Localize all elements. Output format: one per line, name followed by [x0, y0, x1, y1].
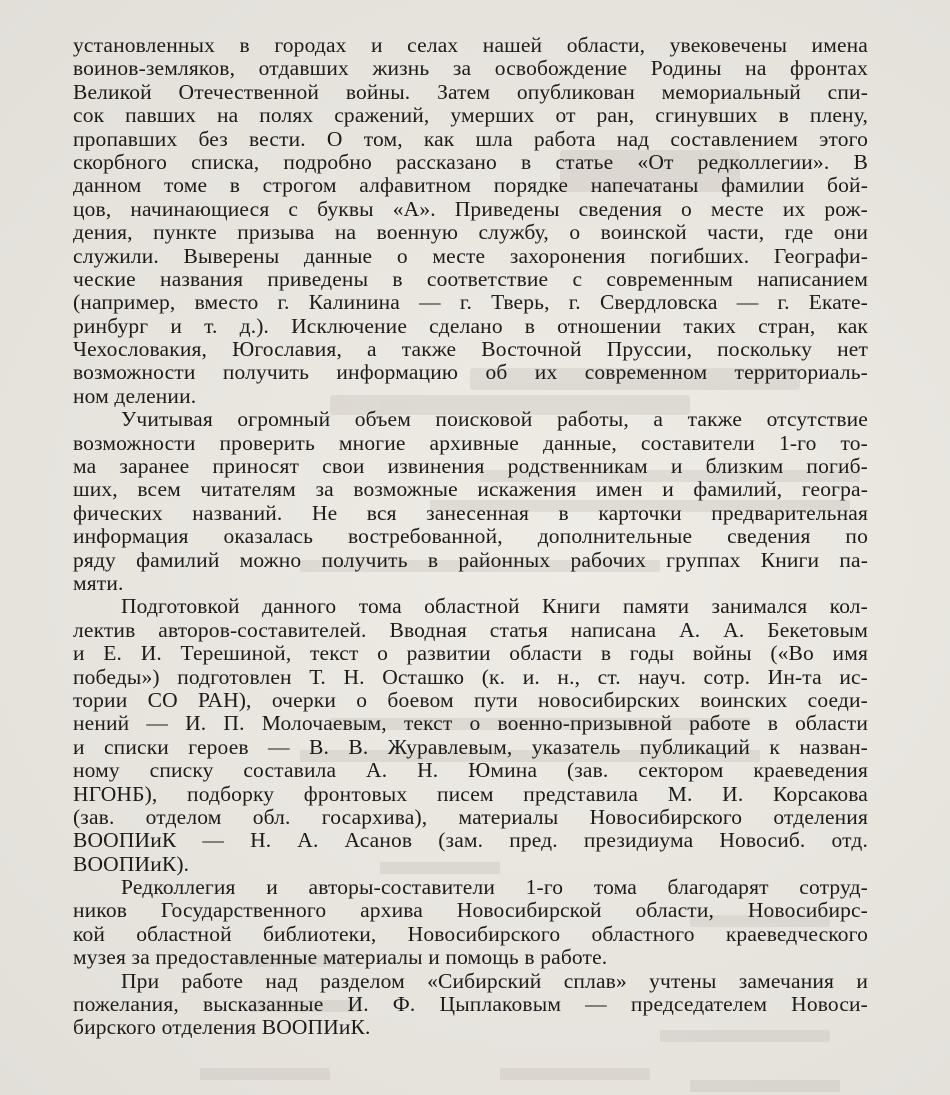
document-body — [73, 34, 868, 1040]
text-line: ВООПИиК). — [73, 851, 190, 876]
paragraph — [73, 34, 868, 408]
text-line: бирского отделения ВООПИиК. — [73, 1015, 371, 1040]
paragraph — [73, 595, 868, 876]
text-line: данном томе в строгом алфавитном порядке напечатаны фамилии бой- — [73, 173, 868, 198]
text-line: и списки героев — В. В. Журавлевым, указатель публикаций к назван- — [73, 734, 868, 759]
text-line: лектив авторов-составителей. Вводная статья написана А. А. Бекетовым — [73, 617, 868, 642]
text-line: НГОНБ), подборку фронтовых писем представила М. И. Корсакова — [73, 781, 868, 806]
text-line: ному списку составила А. Н. Юмина (зав. сектором краеведения — [73, 758, 868, 783]
text-line: (например, вместо г. Калинина — г. Тверь, г. Свердловска — г. Екате- — [73, 290, 868, 315]
text-line: ринбург и т. д.). Исключение сделано в отношении таких стран, как — [73, 313, 868, 338]
text-line: мяти. — [73, 570, 124, 595]
text-line: ческие названия приведены в соответствие с современным написанием — [73, 266, 868, 291]
paragraph — [73, 408, 868, 595]
text-line: и Е. И. Терешиной, текст о развитии области в годы войны («Во имя — [73, 641, 868, 666]
text-line: ших, всем читателям за возможные искажения имен и фамилий, геогра- — [73, 477, 868, 502]
text-line: фических названий. Не вся занесенная в карточки предварительная — [73, 500, 868, 525]
text-line: установленных в городах и селах нашей области, увековечены имена — [73, 33, 868, 57]
text-line: (зав. отделом обл. госархива), материалы Новосибирского отделения — [73, 804, 868, 829]
text-line: служили. Выверены данные о месте захоронения погибших. Географи- — [73, 243, 868, 268]
text-line: сок павших на полях сражений, умерших от ран, сгинувших в плену, — [73, 103, 868, 128]
text-line: воинов-земляков, отдавших жизнь за освобождение Родины на фронтах — [73, 56, 868, 81]
text-line: ВООПИиК — Н. А. Асанов (зам. пред. президиума Новосиб. отд. — [73, 828, 868, 853]
text-line: информация оказалась востребованной, дополнительные сведения по — [73, 524, 868, 549]
paragraph — [73, 970, 868, 1040]
text-line: нений — И. П. Молочаевым, текст о военно-призывной работе в области — [73, 711, 868, 736]
text-line: скорбного списка, подробно рассказано в статье «От редколлегии». В — [73, 149, 868, 174]
text-line: Чехословакия, Югославия, а также Восточной Пруссии, поскольку нет — [73, 337, 868, 362]
text-line: тории СО РАН), очерки о боевом пути новосибирских воинских соеди- — [73, 687, 868, 712]
text-line: возможности проверить многие архивные данные, составители 1-го то- — [73, 430, 868, 455]
text-line: дения, пункте призыва на военную службу, о воинской части, где они — [73, 220, 868, 245]
text-line: кой областной библиотеки, Новосибирского областного краеведческого — [73, 921, 868, 946]
text-line: ном делении. — [73, 383, 197, 408]
text-line: пожелания, высказанные И. Ф. Цыплаковым — председателем Новоси- — [73, 992, 868, 1017]
text-line: Подготовкой данного тома областной Книги памяти занимался кол- — [121, 594, 868, 619]
text-line: Учитывая огромный объем поисковой работы, а также отсутствие — [121, 407, 868, 432]
text-line: ников Государственного архива Новосибирской области, Новосибирс- — [73, 898, 868, 923]
text-line: ряду фамилий можно получить в районных рабочих группах Книги па- — [73, 547, 868, 572]
text-line: возможности получить информацию об их современном территориаль- — [73, 360, 868, 385]
text-line: цов, начинающиеся с буквы «А». Приведены сведения о месте их рож- — [73, 196, 868, 221]
paragraph — [73, 876, 868, 970]
text-line: Редколлегия и авторы-составители 1-го тома благодарят сотруд- — [121, 875, 868, 900]
text-line: пропавших без вести. О том, как шла работа над составлением этого — [73, 126, 868, 151]
text-line: музея за предоставленные материалы и помощь в работе. — [73, 945, 608, 970]
text-line: победы») подготовлен Т. Н. Осташко (к. и. н., ст. науч. сотр. Ин-та ис- — [73, 664, 868, 689]
text-line: ма заранее приносят свои извинения родственникам и близким погиб- — [73, 454, 868, 479]
text-line: При работе над разделом «Сибирский сплав» учтены замечания и — [121, 968, 868, 993]
text-line: Великой Отечественной войны. Затем опубликован мемориальный спи- — [73, 79, 868, 104]
